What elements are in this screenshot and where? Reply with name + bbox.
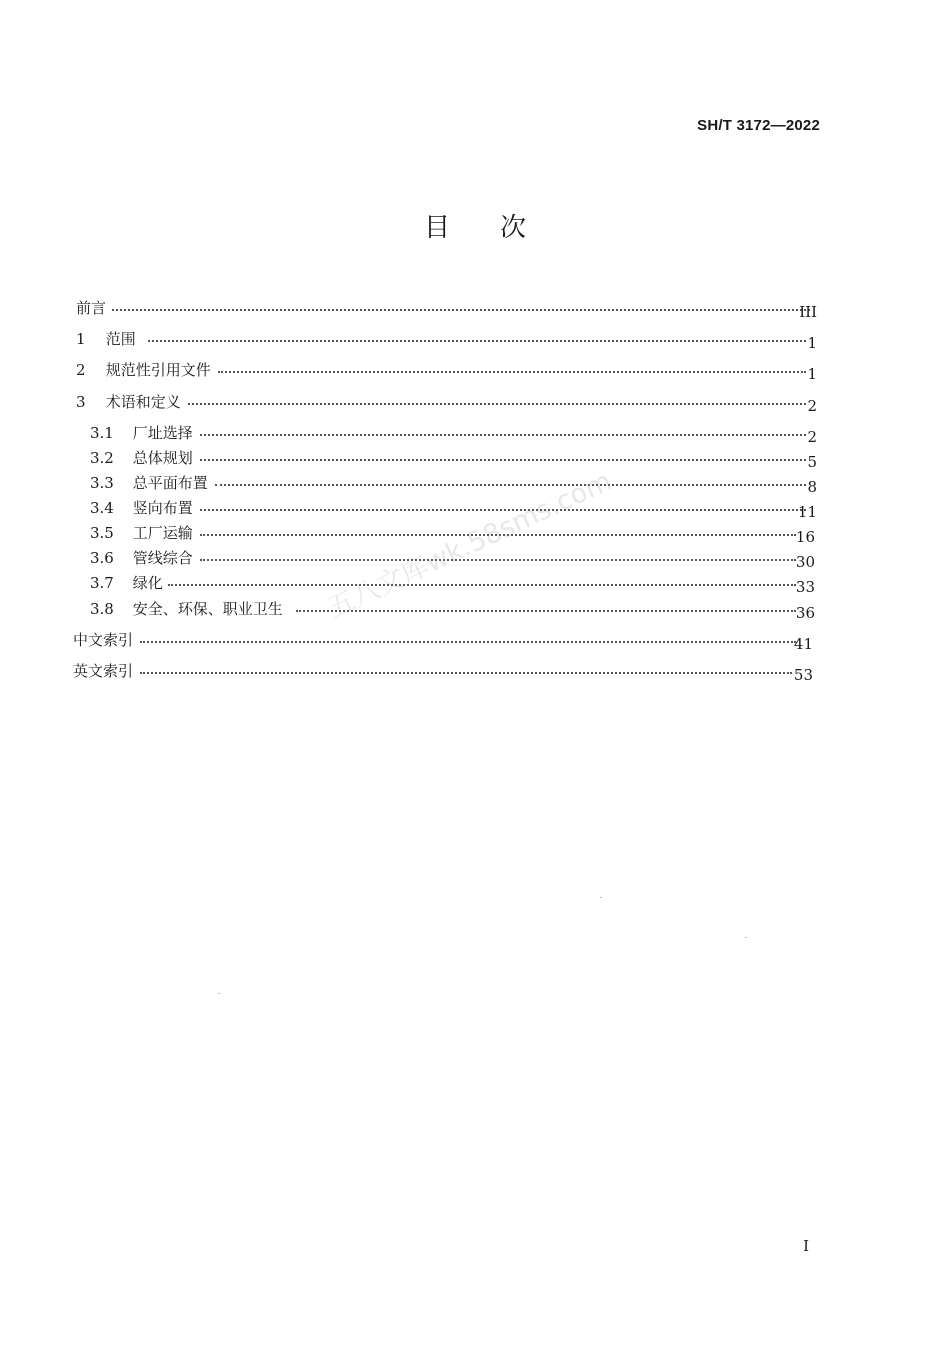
toc-leader: [140, 641, 796, 643]
page-title: 目次: [423, 213, 576, 243]
toc-entry-3-2[interactable]: [0, 446, 950, 470]
toc-entry-number: 1: [76, 330, 86, 348]
toc-entry-title: 管线综合: [132, 549, 193, 567]
toc-entry-normative-references[interactable]: [0, 358, 950, 382]
toc-entry-number: 3.1: [90, 424, 114, 442]
toc-entry-3-7[interactable]: [0, 571, 950, 595]
toc-leader: [200, 434, 806, 436]
toc-leader: [215, 484, 806, 486]
toc-entry-page: 41: [793, 635, 813, 653]
toc-entry-3-3[interactable]: [0, 471, 950, 495]
toc-entry-title: 厂址选择: [132, 424, 193, 442]
page-number: I: [803, 1237, 809, 1255]
toc-entry-number: 2: [76, 361, 86, 379]
toc-entry-number: 3.5: [90, 524, 114, 542]
toc-leader: [188, 403, 806, 405]
standard-code: SH/T 3172—2022: [697, 117, 820, 134]
toc-entry-preface[interactable]: [0, 296, 950, 320]
toc-entry-number: 3.3: [90, 474, 114, 492]
toc-entry-page: 2: [807, 397, 817, 415]
toc-entry-page: 2: [807, 428, 817, 446]
scan-speck: [218, 993, 220, 994]
scan-speck: [745, 937, 747, 938]
toc-entry-title: 规范性引用文件: [105, 361, 211, 379]
toc-leader: [218, 371, 806, 373]
toc-entry-title: 总平面布置: [132, 474, 208, 492]
toc-entry-page: 36: [795, 604, 815, 622]
toc-entry-number: 3.7: [90, 574, 114, 592]
toc-leader: [296, 610, 796, 612]
toc-entry-number: 3.6: [90, 549, 114, 567]
toc-entry-page: III: [799, 303, 817, 321]
toc-entry-page: 16: [795, 528, 815, 546]
toc-entry-page: 30: [795, 553, 815, 571]
toc-entry-number: 3.2: [90, 449, 114, 467]
scan-speck: [600, 897, 602, 898]
toc-entry-title: 竖向布置: [132, 499, 193, 517]
watermark: 五八文库wk.58sms.com: [322, 465, 617, 625]
toc-leader: [140, 672, 792, 674]
toc-leader: [148, 340, 806, 342]
toc-entry-page: 11: [797, 503, 817, 521]
toc-entry-3-8[interactable]: [0, 597, 950, 621]
toc-entry-3-1[interactable]: [0, 421, 950, 445]
toc-entry-title: 工厂运输: [132, 524, 193, 542]
toc-entry-page: 8: [807, 478, 817, 496]
toc-entry-page: 5: [807, 453, 817, 471]
toc-leader: [168, 584, 796, 586]
toc-entry-scope[interactable]: [0, 327, 950, 351]
toc-entry-title: 绿化: [132, 574, 163, 592]
toc-entry-number: 3: [76, 393, 86, 411]
toc-entry-title: 安全、环保、职业卫生: [132, 600, 283, 618]
toc-entry-chinese-index[interactable]: [0, 628, 950, 652]
toc-entry-english-index[interactable]: [0, 659, 950, 683]
toc-entry-page: 1: [807, 365, 817, 383]
toc-entry-page: 53: [793, 666, 813, 684]
toc-entry-title: 英文索引: [73, 662, 134, 680]
toc-entry-terms-definitions[interactable]: [0, 390, 950, 414]
toc-entry-number: 3.4: [90, 499, 114, 517]
toc-entry-number: 3.8: [90, 600, 114, 618]
toc-entry-page: 33: [795, 578, 815, 596]
toc-leader: [200, 559, 796, 561]
toc-entry-title: 总体规划: [132, 449, 193, 467]
toc-leader: [112, 309, 810, 311]
toc-entry-title: 范围: [105, 330, 136, 348]
toc-entry-title: 前言: [76, 299, 107, 317]
toc-entry-title: 中文索引: [73, 631, 134, 649]
toc-leader: [200, 459, 806, 461]
toc-entry-title: 术语和定义: [105, 393, 181, 411]
toc-entry-page: 1: [807, 334, 817, 352]
